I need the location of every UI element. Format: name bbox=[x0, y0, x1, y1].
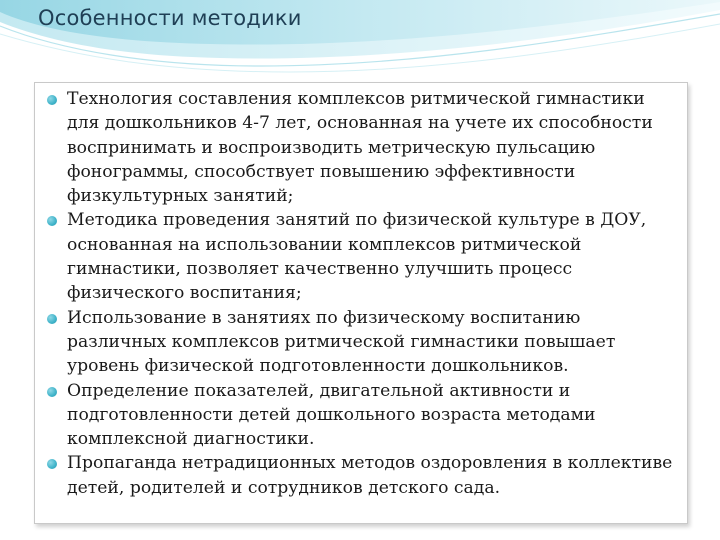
bullet-text: Технология составления комплексов ритмической гимнастики для дошкольников 4-7 лет, основанная на учете их способности воспринимать и воспроизводить метрическую пульсацию фонограммы, способствует повышению эффективности физкультурных занятий; bbox=[67, 89, 653, 207]
list-item bbox=[35, 451, 687, 500]
content-box bbox=[34, 82, 688, 524]
teal-dot-bullet-icon bbox=[47, 216, 57, 226]
bullet-text: Определение показателей, двигательной активности и подготовленности детей дошкольного возраста методами комплексной диагностики. bbox=[67, 380, 596, 450]
teal-dot-bullet-icon bbox=[47, 459, 57, 469]
teal-dot-bullet-icon bbox=[47, 387, 57, 397]
list-item bbox=[35, 208, 687, 305]
list-item bbox=[35, 306, 687, 379]
bullet-text: Использование в занятиях по физическому воспитанию различных комплексов ритмической гимнастики повышает уровень физической подготовленности дошкольников. bbox=[67, 307, 616, 377]
teal-dot-bullet-icon bbox=[47, 95, 57, 105]
teal-dot-bullet-icon bbox=[47, 314, 57, 324]
slide-title: Особенности методики bbox=[38, 6, 302, 30]
bullet-text: Пропаганда нетрадиционных методов оздоровления в коллективе детей, родителей и сотрудников детского сада. bbox=[67, 453, 673, 498]
bullet-text: Методика проведения занятий по физической культуре в ДОУ, основанная на использовании комплексов ритмической гимнастики, позволяет качественно улучшить процесс физического воспитания; bbox=[67, 210, 647, 304]
list-item bbox=[35, 379, 687, 452]
list-item bbox=[35, 87, 687, 208]
bullet-list bbox=[35, 87, 687, 500]
